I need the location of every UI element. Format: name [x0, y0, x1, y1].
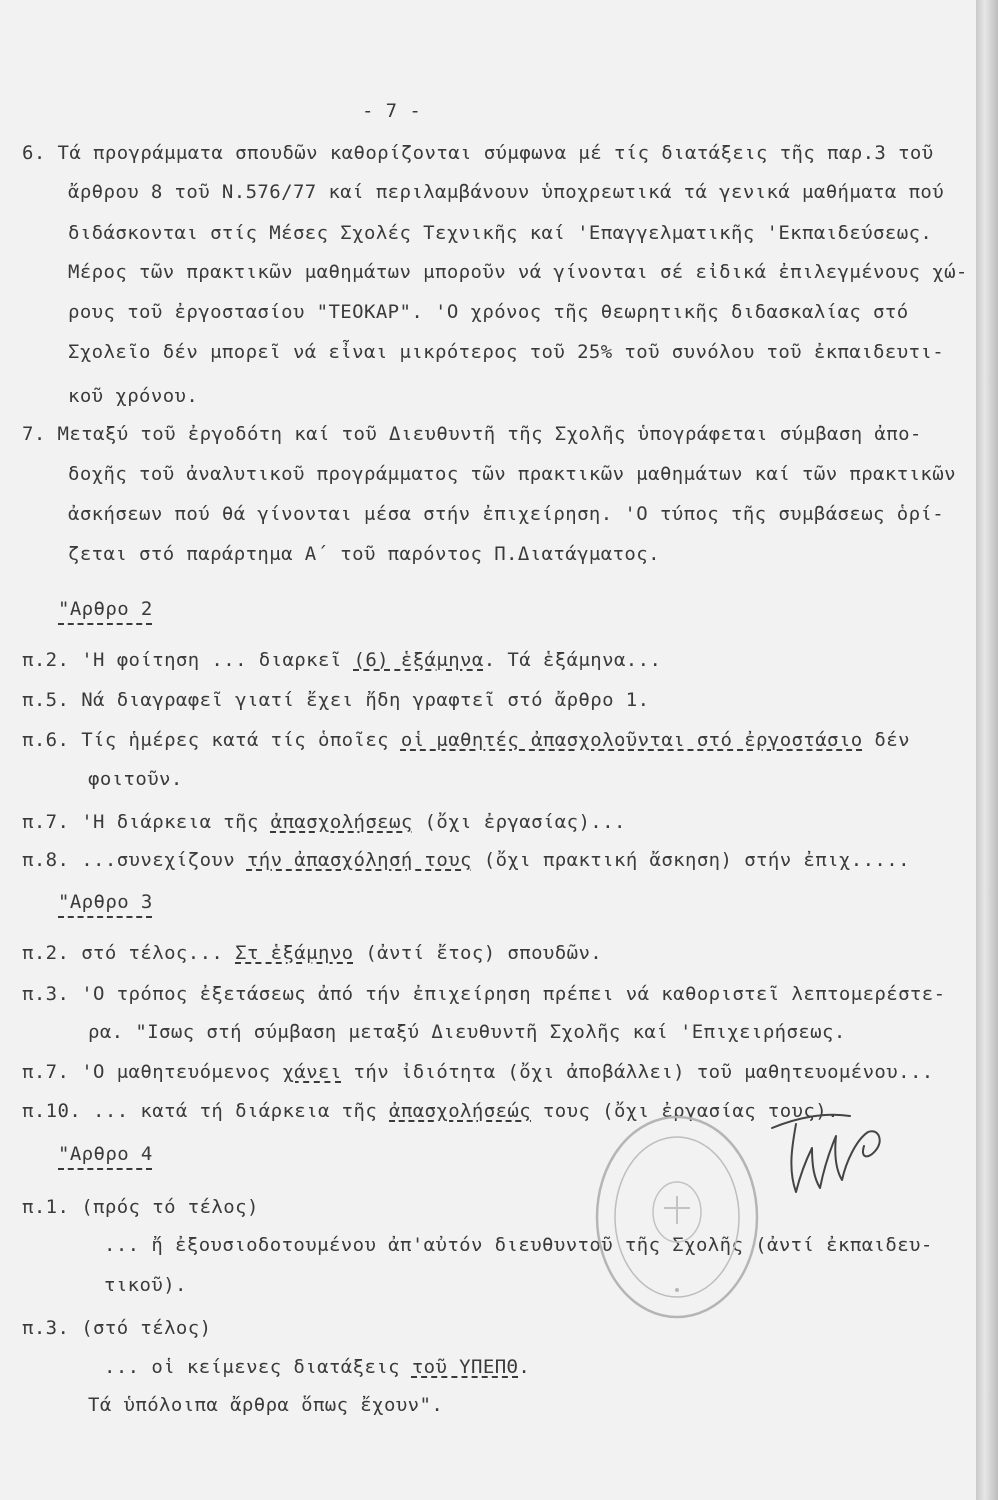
text-line [22, 848, 910, 872]
text-part: (ὄχι πρακτική ἄσκηση) στήν ἐπιχ..... [471, 849, 910, 871]
text-line: ρους τοῦ ἐργοστασίου "ΤΕΟΚΑΡ". 'Ο χρόνος τῆς θεωρητικῆς διδασκαλίας στό [68, 301, 909, 323]
text-line [22, 1060, 934, 1084]
text-line [22, 728, 910, 752]
text-part: . [518, 1356, 531, 1378]
text-line: π.3. (στό τέλος) [22, 1317, 212, 1339]
article-heading: "Αρθρο 3 [58, 891, 153, 913]
text-line: ἄρθρου 8 τοῦ Ν.576/77 καί περιλαμβάνουν ὑποχρεωτικά τά γενικά μαθήματα πού [68, 181, 945, 203]
text-part: π.8. ...συνεχίζουν [22, 849, 247, 871]
text-part: π.2. στό τέλος... [22, 942, 236, 964]
text-line [22, 648, 661, 672]
text-line: π.5. Νά διαγραφεῖ γιατί ἔχει ἤδη γραφτεῖ στό ἄρθρο 1. [22, 689, 650, 711]
text-line: Σχολεῖο δέν μπορεῖ νά εἶναι μικρότερος τοῦ 25% τοῦ συνόλου τοῦ ἐκπαιδευτι- [68, 341, 945, 363]
text-line [22, 941, 602, 965]
text-part: π.6. Τίς ἡμέρες κατά τίς ὁποῖες [22, 729, 401, 751]
text-line [22, 810, 626, 834]
text-line: 7. Μεταξύ τοῦ ἐργοδότη καί τοῦ Διευθυντῆ τῆς Σχολῆς ὑπογράφεται σύμβαση ἀπο- [22, 423, 922, 445]
text-line: ρα. "Ισως στή σύμβαση μεταξύ Διευθυντῆ Σχολῆς καί 'Επιχειρήσεως. [88, 1021, 846, 1043]
underlined-text: ἀπασχολήσεως [270, 811, 413, 833]
text-part: τήν ἰδιότητα (ὄχι ἀποβάλλει) τοῦ μαθητευομένου... [341, 1061, 934, 1083]
text-part: π.2. 'Η φοίτηση ... διαρκεῖ [22, 649, 354, 671]
text-part: δέν [862, 729, 910, 751]
text-part: π.7. 'Ο μαθητευόμενος [22, 1061, 283, 1083]
page-number: - 7 - [362, 100, 422, 122]
text-line: ... ἤ ἐξουσιοδοτουμένου ἀπ'αὐτόν διευθυντοῦ τῆς Σχολῆς (ἀντί ἐκπαιδευ- [104, 1234, 933, 1256]
official-seal-stamp [592, 1112, 762, 1322]
underlined-text: (6) ἑξάμηνα [353, 649, 484, 671]
underlined-text: οἱ μαθητές ἀπασχολοῦνται στό ἐργοστάσιο [400, 729, 863, 751]
article-heading: "Αρθρο 4 [58, 1143, 153, 1165]
text-line [104, 1355, 530, 1379]
text-line: κοῦ χρόνου. [68, 385, 199, 407]
page-edge-shadow [976, 0, 998, 1500]
article-heading: "Αρθρο 2 [58, 598, 153, 620]
text-line: ζεται στό παράρτημα Α΄ τοῦ παρόντος Π.Διατάγματος. [68, 543, 660, 565]
text-line: π.1. (πρός τό τέλος) [22, 1196, 259, 1218]
underlined-text: χάνει [282, 1061, 342, 1083]
text-line: π.3. 'Ο τρόπος ἐξετάσεως ἀπό τήν ἐπιχείρηση πρέπει νά καθοριστεῖ λεπτομερέστε- [22, 983, 946, 1005]
text-line: Τά ὑπόλοιπα ἄρθρα ὅπως ἔχουν". [88, 1394, 444, 1416]
underlined-text: Στ ἑξάμηνο [235, 942, 354, 964]
text-line: φοιτοῦν. [88, 768, 183, 790]
text-line: τικοῦ). [104, 1274, 187, 1296]
text-line: ἀσκήσεων πού θά γίνονται μέσα στήν ἐπιχείρηση. 'Ο τύπος τῆς συμβάσεως ὁρί- [68, 503, 945, 525]
text-line: διδάσκονται στίς Μέσες Σχολές Τεχνικῆς καί 'Επαγγελματικῆς 'Εκπαιδεύσεως. [68, 222, 933, 244]
underlined-text: τοῦ ΥΠΕΠΘ [411, 1356, 519, 1378]
text-line: Μέρος τῶν πρακτικῶν μαθημάτων μποροῦν νά γίνονται σέ εἰδικά ἐπιλεγμένους χώ- [68, 261, 968, 283]
text-part: ... οἱ κείμενες διατάξεις [104, 1356, 412, 1378]
text-part: (ὄχι ἐργασίας)... [412, 811, 626, 833]
underlined-text: ἀπασχολήσεώς [389, 1100, 532, 1122]
text-part: (ἀντί ἔτος) σπουδῶν. [353, 942, 603, 964]
underlined-text: τήν ἀπασχόλησή τους [246, 849, 472, 871]
text-part: τους (ὄχι ἐργασίας τους). [531, 1100, 839, 1122]
text-part: . Τά ἑξάμηνα... [483, 649, 662, 671]
text-part: π.7. 'Η διάρκεια τῆς [22, 811, 271, 833]
handwritten-signature [766, 1106, 896, 1206]
text-part: π.10. ... κατά τή διάρκεια τῆς [22, 1100, 390, 1122]
text-line: δοχῆς τοῦ ἀναλυτικοῦ προγράμματος τῶν πρακτικῶν μαθημάτων καί τῶν πρακτικῶν [68, 463, 956, 485]
text-line: 6. Τά προγράμματα σπουδῶν καθορίζονται σύμφωνα μέ τίς διατάξεις τῆς παρ.3 τοῦ [22, 142, 934, 164]
